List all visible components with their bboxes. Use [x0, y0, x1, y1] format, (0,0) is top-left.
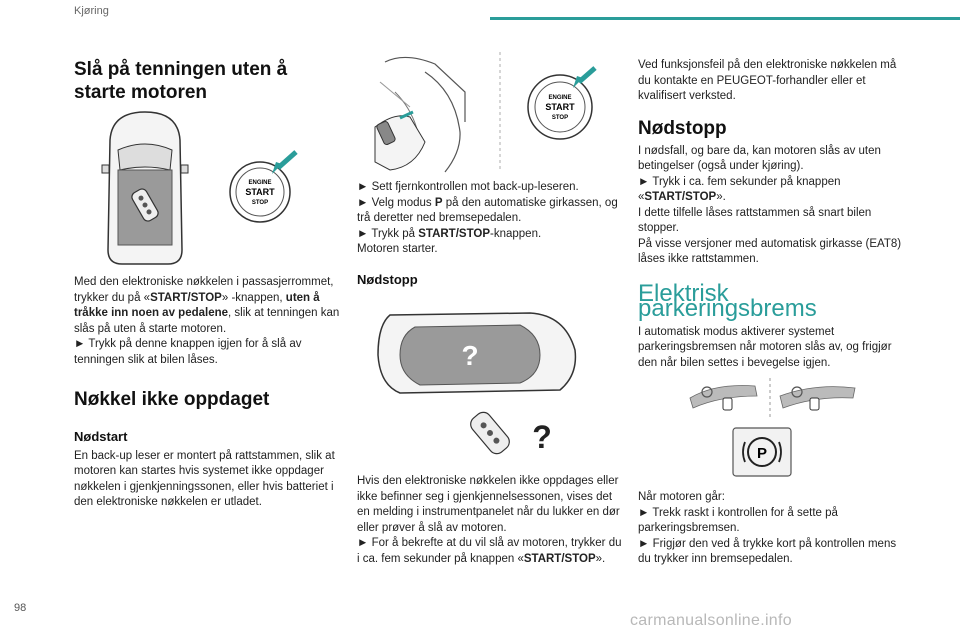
text-part: ». [595, 552, 606, 565]
text-part: START/STOP [523, 552, 596, 565]
text-part: , slik at tenningen kan slås på uten å starte motoren. [74, 307, 340, 335]
step-point-remote: ► Sett fjernkontrollen mot back-up-leseren. [357, 181, 579, 193]
column-2-text-bottom [357, 474, 625, 567]
text-part: ► Trykk på [357, 227, 419, 240]
text-part: ► Trykk i ca. fem sekunder på knappen « [638, 175, 841, 203]
paragraph-eat8: På visse versjoner med automatisk girkasse (EAT8) låses ikke rattstammen. [638, 237, 902, 265]
text-part: START/STOP [150, 291, 222, 304]
section-title-ignition: Slå på tenningen uten å starte motoren [74, 59, 288, 103]
subheading-emergency-start: Nødstart [74, 429, 128, 444]
text-part: ». [716, 191, 726, 203]
engine-starts: Motoren starter. [357, 243, 438, 255]
parking-p-symbol: P [756, 445, 768, 462]
text-part: START/STOP [418, 227, 491, 240]
subheading-emergency-stop: Nødstopp [357, 271, 418, 287]
brake-lever-up-icon [690, 386, 757, 411]
car-front-icon [378, 313, 575, 393]
paragraph-backup-reader: En back-up leser er montert på rattstammen, slik at motoren kan startes hvis systemet ikke oppdager nøkkelen i gjenkjenningssonen, eller hvis batteriet i den elektroniske nøkkelen er utladet. [74, 449, 335, 508]
column-1-text [74, 275, 344, 511]
header-accent-bar [490, 17, 960, 20]
paragraph-malfunction: Ved funksjonsfeil på den elektroniske nøkkelen må du kontakte en PEUGEOT-forhandler eller et kvalifisert verksted. [638, 59, 897, 102]
page-number: 98 [14, 602, 27, 614]
text-part: på den automatiske girkassen, og trå deretter ned bremsepedalen. [357, 196, 618, 224]
step-apply-brake: ► Trekk raskt i kontrollen for å sette på parkeringsbremsen. [638, 506, 838, 534]
text-part: uten å tråkke inn noen av pedalene [74, 291, 320, 319]
text-part: ► Velg modus [357, 196, 435, 209]
column-3-text [638, 58, 908, 371]
column-1 [74, 58, 344, 104]
key-fob-icon [467, 409, 512, 457]
paragraph-auto-mode: I automatisk modus aktiverer systemet parkeringsbremsen når motoren slås av, og frigjør den når bilen settes i bevegelse igjen. [638, 325, 892, 369]
watermark: carmanualsonline.info [630, 612, 792, 629]
paragraph-engine-running: Når motoren går: [638, 491, 725, 503]
column-2-text [357, 180, 625, 287]
steering-backup-reader-illustration [365, 52, 605, 177]
text-part: START/STOP [644, 191, 717, 203]
step-release-brake: ► Frigjør den ved å trykke kort på kontrollen mens du trykker inn bremsepedalen. [638, 537, 897, 565]
heading-key-not-detected: Nøkkel ikke oppdaget [74, 389, 270, 410]
hand-with-key-icon [375, 112, 425, 170]
paragraph-column-locks: I dette tilfelle låses rattstammen så snart bilen stopper. [638, 206, 872, 234]
stop-label: STOP [251, 200, 269, 206]
brake-lever-down-icon [780, 387, 855, 410]
paragraph-confirm-stop [357, 536, 625, 567]
heading-electric-parking-brake: Elektrisk parkeringsbrems [638, 279, 817, 322]
start-button-icon [230, 152, 296, 222]
start-label: START [545, 102, 575, 112]
paragraph-press-again: ► Trykk på denne knappen igjen for å slå av tenningen slik at bilen låses. [74, 338, 302, 366]
text-part: P [434, 196, 443, 209]
paragraph-press-five-seconds [638, 175, 908, 206]
text-part: ► For å bekrefte at du vil slå av motoren, trykker du i ca. fem sekunder på knappen « [357, 537, 622, 565]
car-top-view-icon [102, 112, 188, 264]
section-label: Kjøring [74, 5, 109, 17]
car-key-start-illustration [100, 110, 320, 265]
paragraph-emergency-only: I nødsfall, og bare da, kan motoren slås av uten betingelser (også under kjøring). [638, 144, 881, 172]
stop-label: STOP [551, 115, 569, 121]
parking-brake-switch-icon [733, 428, 791, 476]
step-select-p [357, 196, 625, 227]
heading-emergency-stop: Nødstopp [638, 117, 727, 139]
text-part: » -knappen, [221, 291, 286, 304]
question-mark-icon: ? [461, 340, 479, 371]
column-3-bottom [638, 490, 908, 568]
start-label: START [245, 187, 275, 197]
engine-label: ENGINE [248, 180, 272, 186]
key-not-detected-illustration [360, 305, 590, 465]
parking-brake-illustration [685, 378, 860, 478]
question-mark-icon: ? [532, 419, 552, 455]
paragraph-key-not-detected: Hvis den elektroniske nøkkelen ikke oppdages eller ikke befinner seg i gjenkjennelsessonen, vises det en melding i instrumentpanelet når du lukker en dør eller prøver å slå av motoren. [357, 475, 620, 534]
paragraph-ignition [74, 275, 344, 337]
step-press-start [357, 227, 625, 243]
start-button-icon [528, 68, 595, 139]
engine-label: ENGINE [548, 95, 572, 101]
text-part: Med den elektroniske nøkkelen i passasjerrommet, trykker du på « [74, 276, 334, 304]
text-part: -knappen. [490, 227, 542, 240]
